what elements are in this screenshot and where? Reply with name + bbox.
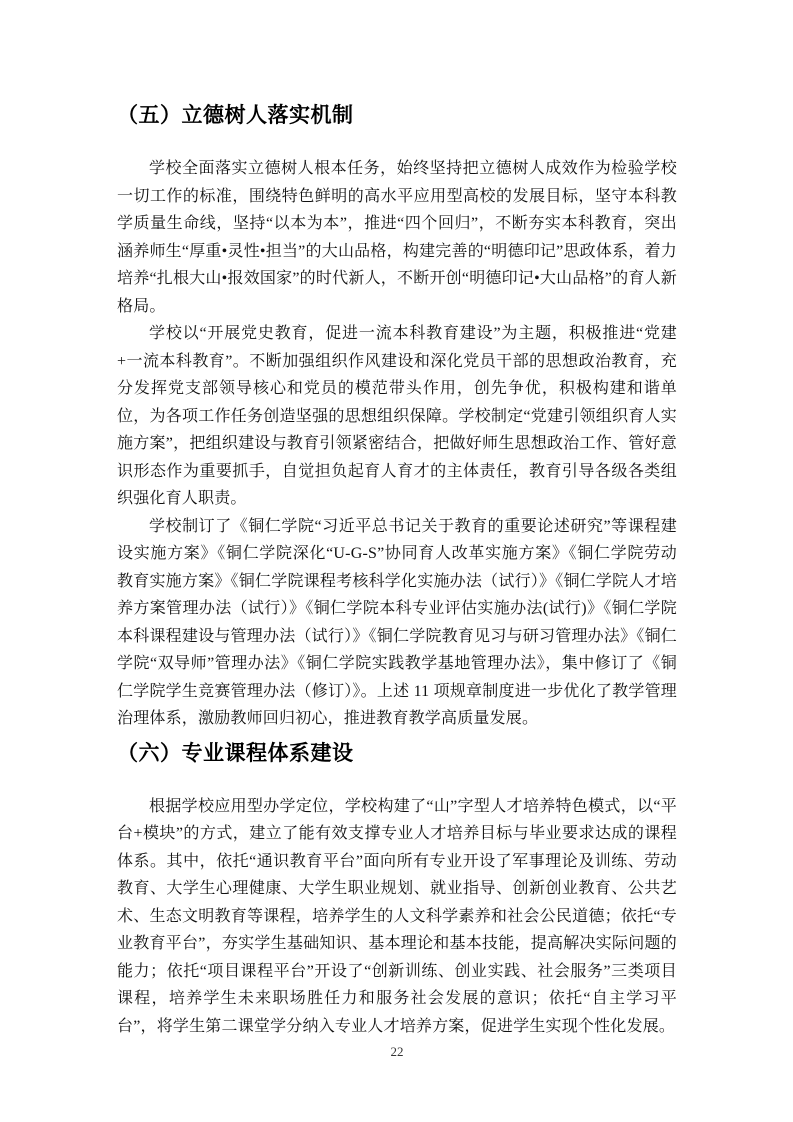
section-6-heading: （六）专业课程体系建设	[117, 741, 354, 765]
section-zhuanye-kecheng	[117, 741, 677, 1041]
section-lide-shuren	[117, 103, 677, 733]
section-6-paragraph-1: 根据学校应用型办学定位，学校构建了“山”字型人才培养特色模式，以“平台+模块”的方式，建立了能有效支撑专业人才培养目标与毕业要求达成的课程体系。其中，依托“通识教育平台”面向所有专业开设了军事理论及训练、劳动教育、大学生心理健康、大学生职业规划、就业指导、创新创业教育、公共艺术、生态文明教育等课程，培养学生的人文科学素养和社会公民道德；依托“专业教育平台”，夯实学生基础知识、基本理论和基本技能，提高解决实际问题的能力；依托“项目课程平台”开设了“创新训练、创业实践、社会服务”三类项目课程，培养学生未来职场胜任力和服务社会发展的意识；依托“自主学习平台”，将学生第二课堂学分纳入专业人才培养方案，促进学生实现个性化发展。	[117, 797, 677, 1035]
section-5-paragraph-3: 学校制订了《铜仁学院“习近平总书记关于教育的重要论述研究”等课程建设实施方案》《铜仁学院深化“U-G-S”协同育人改革实施方案》《铜仁学院劳动教育实施方案》《铜仁学院课程考核科学化实施办法（试行）》《铜仁学院人才培养方案管理办法（试行）》《铜仁学院本科专业评估实施办法(试行)》《铜仁学院本科课程建设与管理办法（试行）》《铜仁学院教育见习与研习管理办法》《铜仁学院“双导师”管理办法》《铜仁学院实践教学基地管理办法》，集中修订了《铜仁学院学生竞赛管理办法（修订）》。上述 11 项规章制度进一步优化了教学管理治理体系，激励教师回归初心，推进教育教学高质量发展。	[117, 517, 677, 727]
section-5-paragraph-2: 学校以“开展党史教育，促进一流本科教育建设”为主题，积极推进“党建+一流本科教育”。不断加强组织作风建设和深化党员干部的思想政治教育，充分发挥党支部领导核心和党员的模范带头作用，创先争优，积极构建和谐单位，为各项工作任务创造坚强的思想组织保障。学校制定“党建引领组织育人实施方案”，把组织建设与教育引领紧密结合，把做好师生思想政治工作、管好意识形态作为重要抓手，自觉担负起育人育才的主体责任，教育引导各级各类组织强化育人职责。	[117, 325, 677, 507]
section-5-paragraph-1: 学校全面落实立德树人根本任务，始终坚持把立德树人成效作为检验学校一切工作的标准，围绕特色鲜明的高水平应用型高校的发展目标，坚守本科教学质量生命线，坚持“以本为本”，推进“四个回归”，不断夯实本科教育，突出涵养师生“厚重•灵性•担当”的大山品格，构建完善的“明德印记”思政体系，着力培养“扎根大山•报效国家”的时代新人，不断开创“明德印记•大山品格”的育人新格局。	[117, 160, 677, 315]
section-5-heading: （五）立德树人落实机制	[117, 104, 354, 127]
page-number: 22	[390, 1044, 404, 1059]
